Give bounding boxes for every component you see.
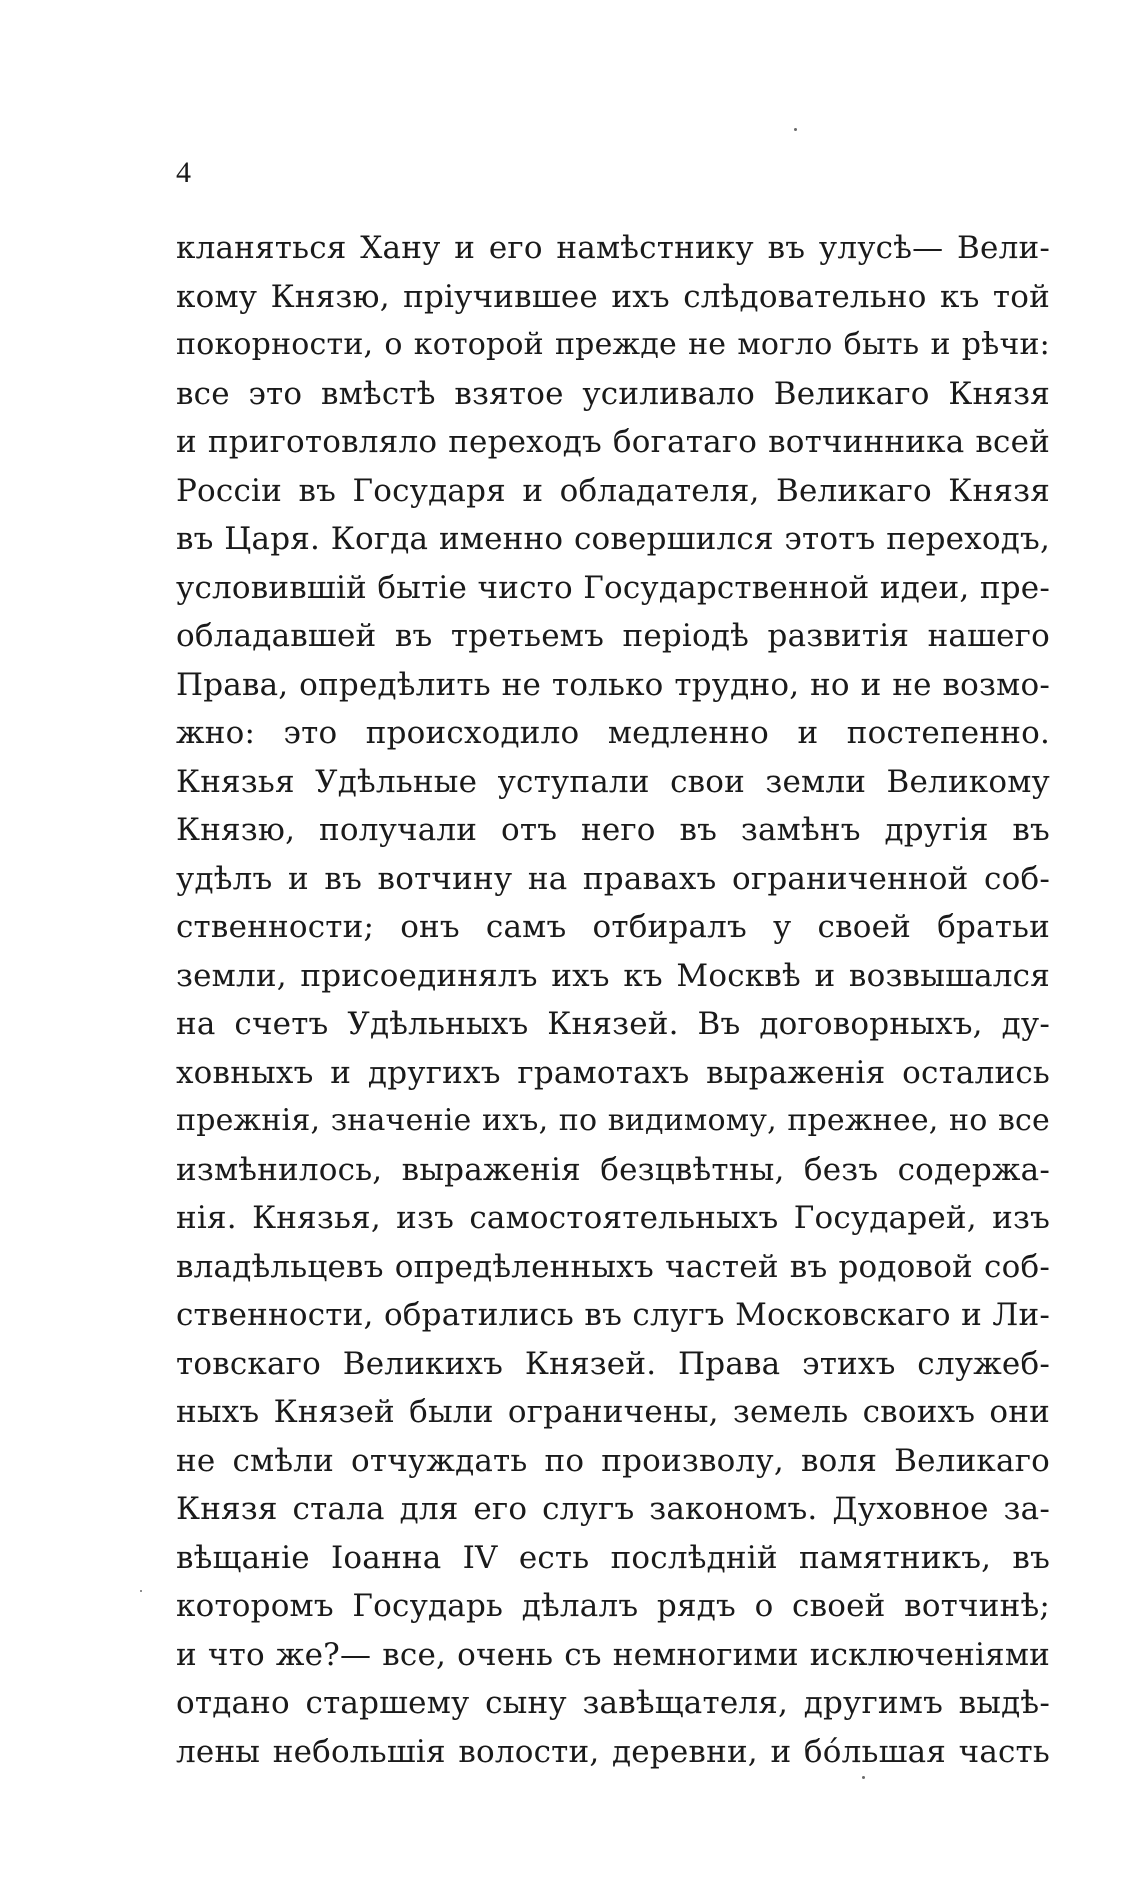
text-line: ховныхъ и другихъ грамотахъ выраженія остались [176, 1054, 1050, 1091]
text-line: не смѣли отчуждать по произволу, воля Великаго [176, 1442, 1050, 1479]
text-line: ныхъ Князей были ограничены, земель своихъ они [176, 1394, 1050, 1430]
text-line: владѣльцевъ опредѣленныхъ частей въ родовой соб- [176, 1248, 1050, 1285]
text-line: кому Князю, пріучившее ихъ слѣдовательно къ той [176, 278, 1050, 315]
text-line: жно: это происходило медленно и постепенно. [176, 715, 1050, 751]
text-line: Князю, получали отъ него въ замѣнъ другія въ [176, 812, 1050, 848]
text-line: Князя стала для его слугъ закономъ. Духовное за- [176, 1491, 1050, 1527]
text-line: вѣщаніе Іоанна IV есть послѣдній памятникъ, въ [176, 1539, 1050, 1576]
text-line: условившій бытіе чисто Государственной идеи, пре- [176, 569, 1050, 606]
text-line: и что же?— все, очень съ немногими исключеніями [176, 1636, 1050, 1673]
text-line: отдано старшему сыну завѣщателя, другимъ выдѣ- [176, 1685, 1050, 1721]
text-line: кланяться Хану и его намѣстнику въ улусѣ— Вели- [176, 230, 1050, 266]
text-line: на счетъ Удѣльныхъ Князей. Въ договорныхъ, ду- [176, 1006, 1050, 1042]
text-line: удѣлъ и въ вотчину на правахъ ограниченной соб- [176, 860, 1050, 897]
scan-speck [140, 1590, 142, 1592]
text-line: Россіи въ Государя и обладателя, Великаго Князя [176, 472, 1050, 509]
text-line: прежнія, значеніе ихъ, по видимому, прежнее, но все [176, 1103, 1050, 1138]
text-line: земли, присоединялъ ихъ къ Москвѣ и возвышался [176, 957, 1050, 994]
text-line: лены небольшія волости, деревни, и бо́льшая часть [176, 1733, 1050, 1770]
text-line: товскаго Великихъ Князей. Права этихъ служеб- [176, 1345, 1050, 1382]
text-line: которомъ Государь дѣлалъ рядъ о своей вотчинѣ; [176, 1588, 1050, 1624]
text-line: ственности; онъ самъ отбиралъ у своей братьи [176, 909, 1050, 945]
text-line: все это вмѣстѣ взятое усиливало Великаго Князя [176, 375, 1050, 412]
text-line: Права, опредѣлить не только трудно, но и не возмо- [176, 666, 1050, 703]
text-line: покорности, о которой прежде не могло быть и рѣчи: [176, 327, 1050, 362]
text-line: и приготовляло переходъ богатаго вотчинника всей [176, 424, 1050, 460]
text-line: ственности, обратились въ слугъ Московскаго и Ли- [176, 1297, 1050, 1333]
text-line: обладавшей въ третьемъ періодѣ развитія нашего [176, 618, 1050, 654]
text-line: въ Царя. Когда именно совершился этотъ переходъ, [176, 521, 1050, 557]
body-text [176, 224, 1050, 1776]
text-line: Князья Удѣльные уступали свои земли Великому [176, 763, 1050, 800]
scan-speck [794, 128, 797, 131]
page-number: 4 [176, 156, 191, 189]
text-line: нія. Князья, изъ самостоятельныхъ Государей, изъ [176, 1200, 1050, 1236]
scan-speck [862, 1776, 865, 1779]
text-line: измѣнилось, выраженія безцвѣтны, безъ содержа- [176, 1151, 1050, 1188]
